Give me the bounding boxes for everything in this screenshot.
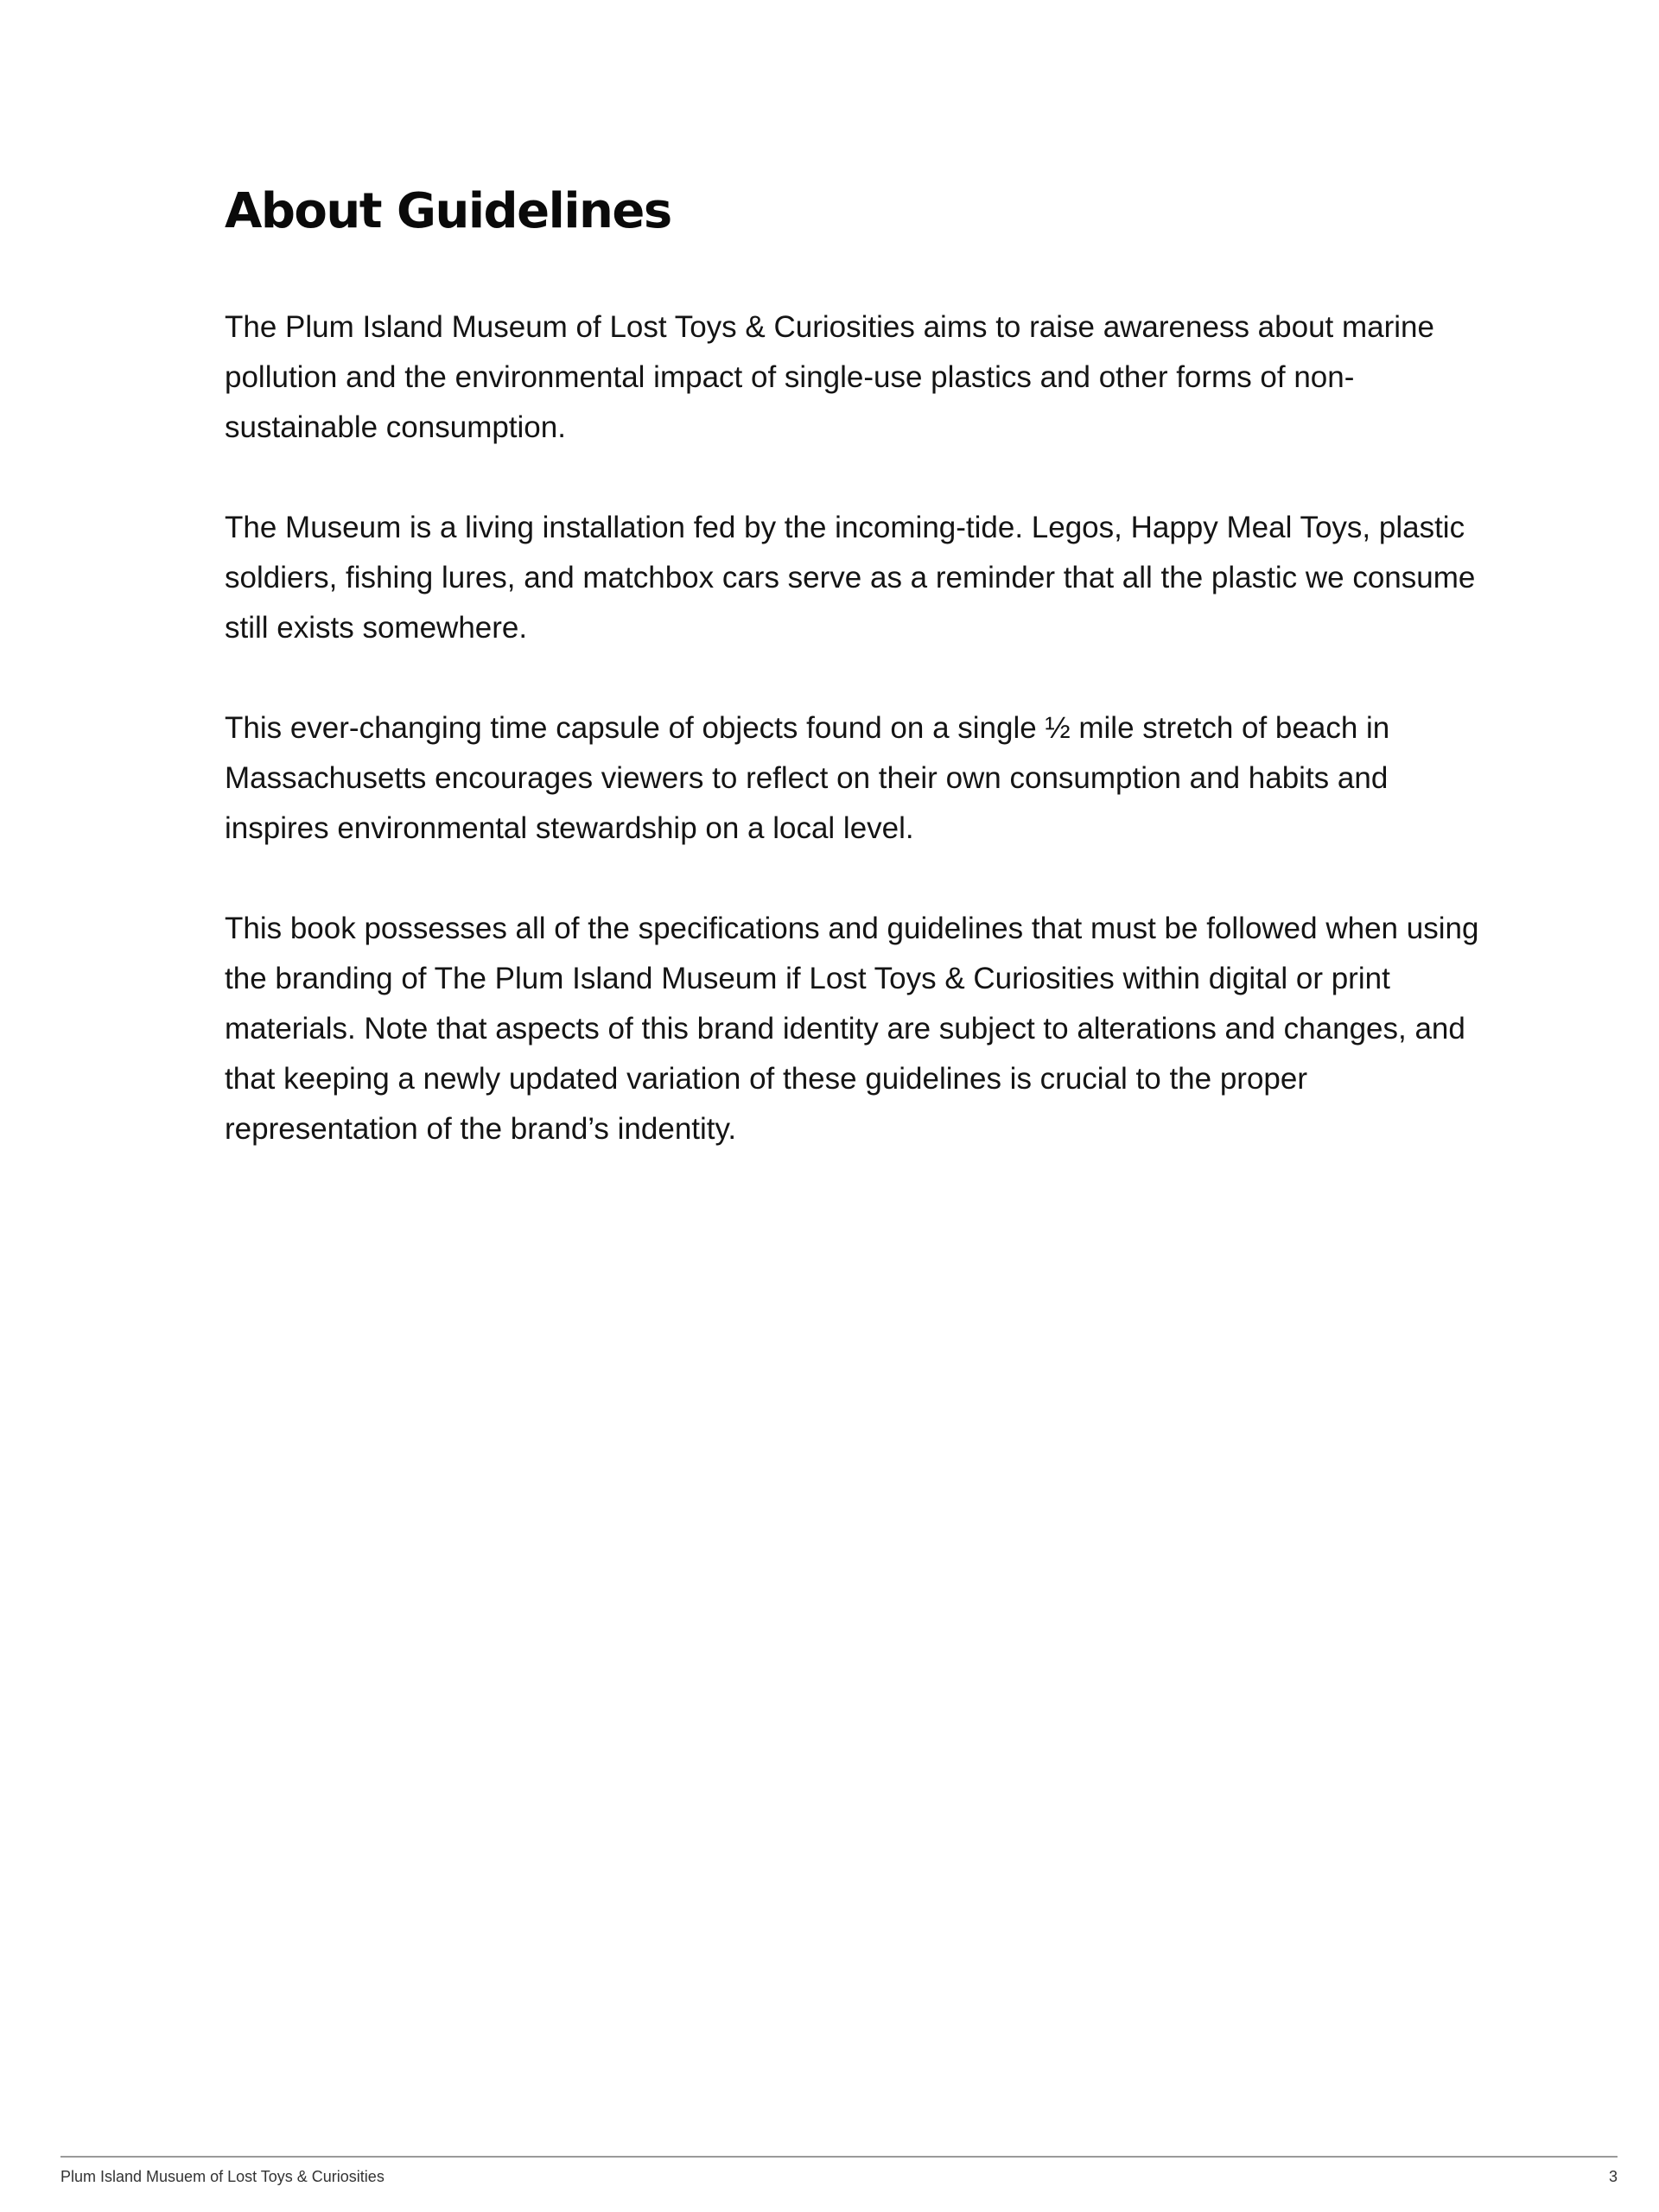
paragraph-time-capsule: This ever-changing time capsule of objects found on a single ½ mile stretch of beach in Massachusetts encourages viewers to reflect on their own consumption and habits and inspires environmental stewardship on a local level. <box>225 711 1390 845</box>
body-text <box>225 302 1486 1154</box>
main-content <box>225 181 1486 1205</box>
footer-divider <box>60 2156 1618 2158</box>
paragraph-installation: The Museum is a living installation fed by the incoming-tide. Legos, Happy Meal Toys, plastic soldiers, fishing lures, and matchbox cars serve as a reminder that all the plastic we consume still exists somewhere. <box>225 511 1476 645</box>
paragraph-guidelines: This book possesses all of the specifications and guidelines that must be followed when using the branding of The Plum Island Museum if Lost Toys & Curiosities within digital or print materials. Note that aspects of this brand identity are subject to alterations and changes, and that keeping a newly updated variation of these guidelines is crucial to the proper representation of the brand’s indentity. <box>225 912 1479 1146</box>
page-title: About Guidelines <box>225 183 671 239</box>
footer-document-name: Plum Island Musuem of Lost Toys & Curiosities <box>60 2168 385 2185</box>
page-number: 3 <box>1608 2168 1618 2185</box>
paragraph-intro: The Plum Island Museum of Lost Toys & Curiosities aims to raise awareness about marine pollution and the environmental impact of single-use plastics and other forms of non-sustainable consumption. <box>225 310 1434 444</box>
